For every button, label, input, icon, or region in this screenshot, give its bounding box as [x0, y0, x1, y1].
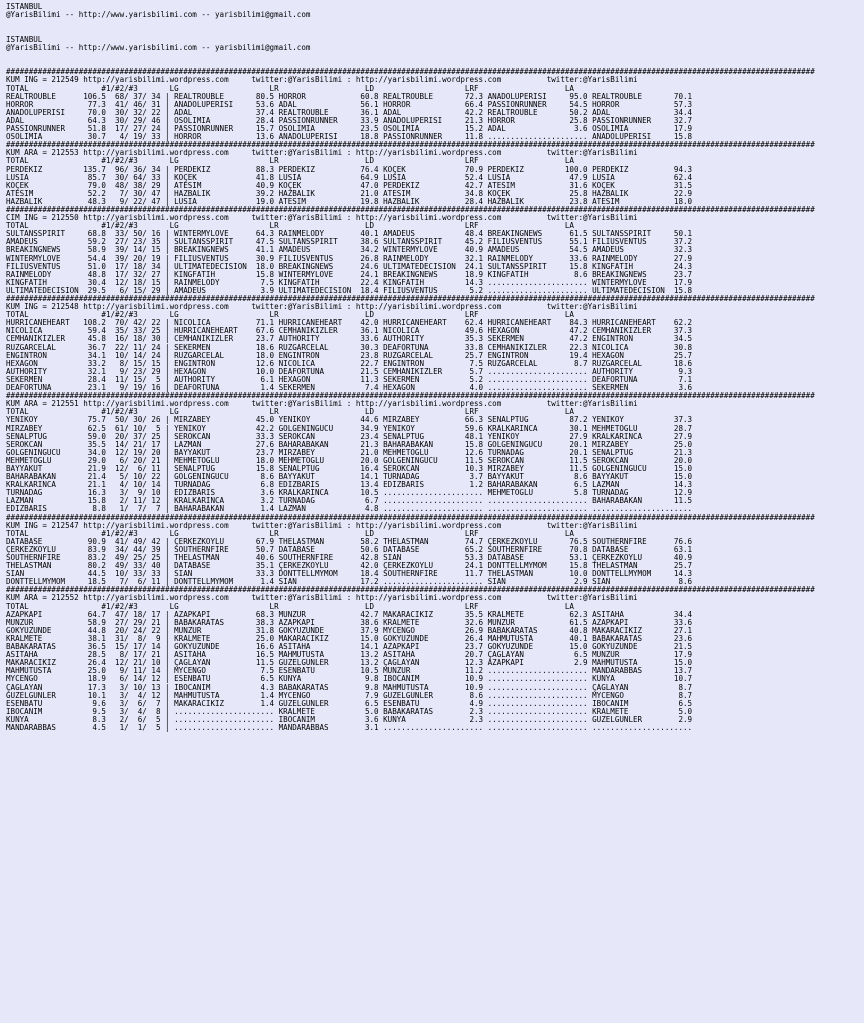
table-row: BABAKARATAS 36.5 15/ 17/ 14 | GÖKYÜZÜNDE 16.6 ASITAHA 14.1 AZAPKAPI 23.7 GÖKYÜZÜNDE 15.0 GÖKYÜZÜNDE 21.5	[6, 643, 693, 652]
table-row: BAHARABAKAN 21.4 5/ 10/ 22 | GÖLGENINGÜCÜ 8.6 BAYYAKUT 14.1 TURNADAG 3.7 BAYYAKUT 8.6 BAYYAKUT 15.0	[6, 473, 693, 482]
table-row: SEKERMEN 28.4 11/ 15/ 5 | AUTHORITY 6.1 HEXAGON 11.3 SEKERMEN 5.2 ...................... DEAFORTUNA 7.1	[6, 375, 693, 384]
race-header: CIM ING = 212550 http://yarisbilimi.wordpress.com twitter:@YarisBilimi : http://yarisbilimi.wordpress.com twitter:@YarisBilimi	[6, 214, 638, 223]
column-header: TOTAL #1/#2/#3 LG LR LD LRF LA	[6, 84, 574, 93]
table-row: HURRICANEHEART 108.2 70/ 42/ 22 | NICOLICA 71.1 HURRICANEHEART 42.0 HURRICANEHEART 62.4 HURRICANEHEART 84.3 HURRICANEHEART 62.2	[6, 319, 693, 328]
race-header: KUM ING = 212547 http://yarisbilimi.wordpress.com twitter:@YarisBilimi : http://yarisbilimi.wordpress.com twitter:@YarisBilimi	[6, 521, 638, 530]
race-header: KUM ARA = 212551 http://yarisbilimi.wordpress.com twitter:@YarisBilimi : http://yarisbilimi.wordpress.com twitter:@YarisBilimi	[6, 400, 638, 409]
table-row: ENGINTRON 34.1 10/ 14/ 24 | RÜZGARCELAL 18.0 ENGINTRON 23.8 RÜZGARCELAL 25.7 ENGINTRON 19.4 HEXAGON 25.7	[6, 351, 693, 360]
race-section-kum-ara-212552	[6, 586, 864, 732]
spacer	[6, 19, 864, 36]
separator-line: ##################################################################################################################################################################################	[6, 205, 815, 214]
table-row: KRALKARINCA 21.1 4/ 10/ 14 | TURNADAG 6.8 EDIZBARIS 13.4 EDIZBARIS 1.2 BAHARABAKAN 6.5 LAZMAN 14.3	[6, 481, 693, 490]
separator-line: ##################################################################################################################################################################################	[6, 68, 815, 77]
table-row: ESENBATU 9.6 3/ 6/ 7 | MAKARACIKIZ 1.4 GÜZELGÜNLER 6.5 ESENBATU 4.9 ...................... IBOCANIM 6.5	[6, 699, 693, 708]
table-row: YENIKÖY 75.7 50/ 30/ 26 | MIRZABEY 45.0 YENIKÖY 44.6 MIRZABEY 66.3 SENALPTUG 87.2 YENIKÖY 37.3	[6, 416, 693, 425]
table-row: MAHMUTUSTA 25.0 9/ 11/ 14 | MYCENGO 7.5 ESENBATU 10.5 MUNZUR 11.2 ...................... MANDARABBAS 13.7	[6, 667, 693, 676]
table-row: ADAL 64.3 30/ 29/ 46 | OSOLIMIA 28.4 PASSIONRUNNER 33.9 ANADOLUPERISI 21.3 HORROR 25.8 PASSIONRUNNER 32.7	[6, 116, 693, 125]
table-row: BREAKINGNEWS 58.9 39/ 14/ 15 | BREAKINGNEWS 41.1 AMADEUS 34.2 WINTERMYLOVE 40.9 AMADEUS 54.5 AMADEUS 32.3	[6, 246, 693, 255]
column-header: TOTAL #1/#2/#3 LG LR LD LRF LA	[6, 311, 574, 320]
table-row: KÖÇEK 79.0 48/ 38/ 29 | ATESIM 40.9 KÖÇEK 47.0 PERDEKIZ 42.7 ATESIM 31.6 KÖÇEK 31.5	[6, 181, 693, 190]
table-row: RÜZGARCELAL 36.7 22/ 11/ 24 | SEKERMEN 18.6 RÜZGARCELAL 30.3 DEAFORTUNA 33.8 CEMHANIKIZLER 22.3 NICOLICA 30.8	[6, 343, 693, 352]
race-header: KUM ARA = 212552 http://yarisbilimi.wordpress.com twitter:@YarisBilimi : http://yarisbilimi.wordpress.com twitter:@YarisBilimi	[6, 594, 638, 603]
table-row: ASITAHA 28.5 8/ 17/ 21 | ASITAHA 16.5 MAHMUTUSTA 13.2 ASITAHA 20.7 ÇAGLAYAN 6.5 MUNZUR 17.9	[6, 651, 693, 660]
separator-line: ##################################################################################################################################################################################	[6, 392, 815, 401]
table-row: KRALMETE 38.1 31/ 8/ 9 | KRALMETE 25.0 MAKARACIKIZ 15.0 GÖKYÜZÜNDE 26.4 MAHMUTUSTA 40.1 BABAKARATAS 23.6	[6, 634, 693, 643]
race-section-kum-ara-212553	[6, 141, 864, 206]
table-row: HEXAGON 33.2 8/ 15/ 15 | ENGINTRON 12.6 NICOLICA 22.7 ENGINTRON 7.5 RÜZGARCELAL 8.7 RÜZGARCELAL 18.6	[6, 359, 693, 368]
table-row: GÜZELGÜNLER 10.1 3/ 4/ 12 | MAHMUTUSTA 1.4 MYCENGO 7.9 GÜZELGÜNLER 8.6 ...................... MYCENGO 8.7	[6, 691, 693, 700]
table-row: WINTERMYLOVE 54.4 39/ 20/ 19 | FILIUSVENTUS 30.9 FILIUSVENTUS 26.8 RAINMELODY 32.1 RAINMELODY 33.6 RAINMELODY 27.9	[6, 254, 693, 263]
table-row: MUNZUR 58.9 27/ 29/ 21 | BABAKARATAS 38.3 AZAPKAPI 38.6 KRALMETE 32.6 MUNZUR 61.5 AZAPKAPI 33.6	[6, 618, 693, 627]
separator-line: ##################################################################################################################################################################################	[6, 513, 815, 522]
race-section-kum-ara-212551	[6, 392, 864, 513]
column-header: TOTAL #1/#2/#3 LG LR LD LRF LA	[6, 408, 574, 417]
header-city: ISTANBUL	[6, 36, 43, 45]
table-row: SOUTHERNFIRE 83.2 49/ 25/ 25 | THELASTMAN 40.6 SOUTHERNFIRE 42.8 SIAN 53.3 DATABASE 53.1 ÇERKEZKÖYLÜ 40.9	[6, 554, 693, 562]
table-row: ULTIMATEDECISION 29.5 6/ 15/ 29 | AMADEUS 3.9 ULTIMATEDECISION 18.4 FILIUSVENTUS 5.2 ...................... ULTIMATEDECISION 15.8	[6, 286, 693, 295]
table-row: AZAPKAPI 64.7 47/ 18/ 17 | AZAPKAPI 68.3 MUNZUR 42.7 MAKARACIKIZ 35.5 KRALMETE 62.3 ASITAHA 34.4	[6, 610, 693, 619]
table-row: FILIUSVENTUS 51.0 17/ 18/ 34 | ULTIMATEDECISION 18.0 BREAKINGNEWS 24.6 ULTIMATEDECISION 24.1 SULTANSSPIRIT 15.8 KINGFATIH 24.3	[6, 262, 693, 271]
table-row: MAKARACIKIZ 26.4 12/ 21/ 10 | ÇAGLAYAN 11.5 GÜZELGÜNLER 13.2 ÇAGLAYAN 12.3 AZAPKAPI 2.9 MAHMUTUSTA 15.0	[6, 659, 693, 668]
header-contact: @YarisBilimi -- http://www.yarisbilimi.com -- yarisbilimi@gmail.com	[6, 11, 311, 20]
table-row: ATESIM 52.2 7/ 30/ 47 | HAZBALIK 39.2 HAZBALIK 21.0 ATESIM 34.8 KÖÇEK 25.8 HAZBALIK 22.9	[6, 189, 693, 198]
table-row: AMADEUS 59.2 27/ 23/ 35 | SULTANSSPIRIT 47.5 SULTANSSPIRIT 38.6 SULTANSSPIRIT 45.2 FILIUSVENTUS 55.1 FILIUSVENTUS 37.2	[6, 238, 693, 247]
table-row: IBOCANIM 9.5 3/ 4/ 8 | ...................... KRALMETE 5.0 BABAKARATAS 2.3 ...................... KRALMETE 5.0	[6, 707, 693, 716]
separator-line: ##################################################################################################################################################################################	[6, 141, 815, 150]
table-row: ÇERKEZKÖYLÜ 83.9 34/ 44/ 39 | SOUTHERNFIRE 50.7 DATABASE 50.6 DATABASE 65.2 SOUTHERNFIRE 70.8 DATABASE 63.1	[6, 545, 693, 554]
table-row: EDIZBARIS 8.8 1/ 7/ 7 | BAHARABAKAN 1.4 LAZMAN 4.8 ...................... ...................... ......................	[6, 505, 693, 514]
table-row: NICOLICA 59.4 35/ 33/ 25 | HURRICANEHEART 67.6 CEMHANIKIZLER 36.1 NICOLICA 49.6 HEXAGON 47.2 CEMHANIKIZLER 37.3	[6, 327, 693, 336]
table-row: CEMHANIKIZLER 45.8 16/ 18/ 30 | CEMHANIKIZLER 23.7 AUTHORITY 33.6 AUTHORITY 35.3 SEKERMEN 47.2 ENGINTRON 34.5	[6, 335, 693, 344]
table-row: MANDARABBAS 4.5 1/ 1/ 5 | ...................... MANDARABBAS 3.1 ...................... ...................... ......................	[6, 723, 693, 732]
table-row: DEAFORTUNA 23.1 9/ 19/ 16 | DEAFORTUNA 1.4 SEKERMEN 7.4 HEXAGON 4.0 ...................... SEKERMEN 3.6	[6, 384, 693, 393]
race-sections	[6, 68, 864, 732]
table-row: SIAN 44.5 10/ 33/ 33 | SIAN 33.3 DONTTELLMYMOM 18.4 SOUTHERNFIRE 11.7 THELASTMAN 10.0 DONTTELLMYMOM 14.3	[6, 570, 693, 579]
column-header: TOTAL #1/#2/#3 LG LR LD LRF LA	[6, 602, 574, 611]
spacer	[6, 52, 864, 68]
race-header: KUM ING = 212549 http://yarisbilimi.wordpress.com twitter:@YarisBilimi : http://yarisbilimi.wordpress.com twitter:@YarisBilimi	[6, 76, 638, 85]
column-header: TOTAL #1/#2/#3 LG LR LD LRF LA	[6, 529, 574, 538]
table-row: RAINMELODY 48.8 17/ 32/ 27 | KINGFATIH 15.8 WINTERMYLOVE 24.1 BREAKINGNEWS 18.9 KINGFATIH 8.6 BREAKINGNEWS 23.7	[6, 270, 693, 279]
table-row: KUNYA 8.3 2/ 6/ 5 | ...................... IBOCANIM 3.6 KUNYA 2.3 ...................... GÜZELGÜNLER 2.9	[6, 715, 693, 724]
table-row: THELASTMAN 80.2 49/ 33/ 40 | DATABASE 35.1 ÇERKEZKÖYLÜ 42.0 ÇERKEZKÖYLÜ 24.1 DONTTELLMYMOM 15.8 THELASTMAN 25.7	[6, 562, 693, 571]
table-row: KINGFATIH 30.4 12/ 18/ 15 | RAINMELODY 7.5 KINGFATIH 22.4 KINGFATIH 14.3 ...................... WINTERMYLOVE 17.9	[6, 278, 693, 287]
table-row: PERDEKIZ 135.7 96/ 36/ 34 | PERDEKIZ 88.3 PERDEKIZ 76.4 KÖÇEK 70.9 PERDEKIZ 100.0 PERDEKIZ 94.3	[6, 165, 693, 174]
table-row: MYCENGO 18.9 6/ 14/ 12 | ESENBATU 6.5 KUNYA 9.8 IBOCANIM 10.9 ...................... KUNYA 10.7	[6, 675, 693, 684]
table-row: SULTANSSPIRIT 68.8 33/ 50/ 16 | WINTERMYLOVE 64.3 RAINMELODY 40.1 AMADEUS 48.4 BREAKINGNEWS 61.5 SULTANSSPIRIT 50.1	[6, 230, 693, 239]
header-contact: @YarisBilimi -- http://www.yarisbilimi.com -- yarisbilimi@gmail.com	[6, 44, 311, 53]
race-section-cim-ing-212550	[6, 206, 864, 295]
separator-line: ##################################################################################################################################################################################	[6, 295, 815, 303]
column-header: TOTAL #1/#2/#3 LG LR LD LRF LA	[6, 222, 574, 231]
race-header: KUM ING = 212548 http://yarisbilimi.wordpress.com twitter:@YarisBilimi : http://yarisbilimi.wordpress.com twitter:@YarisBilimi	[6, 303, 638, 312]
table-row: GÖKYÜZÜNDE 44.8 20/ 24/ 22 | MUNZUR 31.8 GÖKYÜZÜNDE 37.9 MYCENGO 26.9 BABAKARATAS 40.8 MAKARACIKIZ 27.1	[6, 626, 693, 635]
table-row: OSOLIMIA 30.7 4/ 19/ 33 | HORROR 13.6 ANADOLUPERISI 18.8 PASSIONRUNNER 11.8 ...................... ANADOLUPERISI 15.8	[6, 133, 693, 142]
race-section-kum-ing-212547	[6, 514, 864, 587]
table-row: REALTROUBLE 106.5 68/ 37/ 34 | REALTROUBLE 80.5 HORROR 60.8 REALTROUBLE 72.3 ANADOLUPERISI 95.0 REALTROUBLE 70.1	[6, 92, 693, 101]
table-row: SEROKCAN 35.5 14/ 21/ 17 | LAZMAN 27.6 BAHARABAKAN 21.3 BAHARABAKAN 15.8 GÖLGENINGÜCÜ 20.1 MIRZABEY 25.0	[6, 440, 693, 449]
table-row: ANADOLUPERISI 70.0 30/ 32/ 22 | ADAL 37.4 REALTROUBLE 36.1 ADAL 42.2 REALTROUBLE 50.2 ADAL 34.4	[6, 108, 693, 117]
race-header: KUM ARA = 212553 http://yarisbilimi.wordpress.com twitter:@YarisBilimi : http://yarisbilimi.wordpress.com twitter:@YarisBilimi	[6, 149, 638, 158]
race-section-kum-ing-212549	[6, 68, 864, 141]
table-row: HAZBALIK 48.3 9/ 22/ 47 | LUSIA 19.0 ATESIM 19.8 HAZBALIK 28.4 HAZBALIK 23.8 ATESIM 18.0	[6, 197, 693, 206]
table-row: TURNADAG 16.3 3/ 9/ 10 | EDIZBARIS 3.6 KRALKARINCA 10.5 ...................... MEHMETOGLU 5.8 TURNADAG 12.9	[6, 489, 693, 498]
header-city: ISTANBUL	[6, 3, 43, 11]
table-row: SENALPTUG 59.0 20/ 37/ 25 | SEROKCAN 33.3 SEROKCAN 23.4 SENALPTUG 48.1 YENIKÖY 27.9 KRALKARINCA 27.9	[6, 432, 693, 441]
race-section-kum-ing-212548	[6, 295, 864, 392]
table-row: LAZMAN 15.8 2/ 11/ 12 | KRALKARINCA 3.2 TURNADAG 6.7 ...................... ...................... BAHARABAKAN 11.5	[6, 497, 693, 506]
table-row: LUSIA 85.7 30/ 64/ 33 | KÖÇEK 41.8 LUSIA 64.9 LUSIA 52.4 LUSIA 47.9 LUSIA 62.4	[6, 173, 693, 182]
table-row: MIRZABEY 62.5 61/ 10/ 5 | YENIKÖY 42.2 GÖLGENINGÜCÜ 34.9 YENIKÖY 59.6 KRALKARINCA 30.1 MEHMETOGLU 28.7	[6, 424, 693, 433]
table-row: DATABASE 90.9 41/ 49/ 42 | ÇERKEZKÖYLÜ 67.9 THELASTMAN 58.2 THELASTMAN 74.7 ÇERKEZKÖYLÜ 76.5 SOUTHERNFIRE 76.6	[6, 537, 693, 546]
table-row: BAYYAKUT 21.9 12/ 6/ 11 | SENALPTUG 15.8 SENALPTUG 16.4 SEROKCAN 10.3 MIRZABEY 11.5 GÖLGENINGÜCÜ 15.0	[6, 464, 693, 473]
table-row: GÖLGENINGÜCÜ 34.0 12/ 19/ 20 | BAYYAKUT 23.7 MIRZABEY 21.0 MEHMETOGLU 12.6 TURNADAG 20.1 SENALPTUG 21.3	[6, 448, 693, 457]
column-header: TOTAL #1/#2/#3 LG LR LD LRF LA	[6, 157, 574, 166]
table-row: AUTHORITY 32.1 9/ 23/ 29 | HEXAGON 10.0 DEAFORTUNA 21.5 CEMHANIKIZLER 5.7 ...................... AUTHORITY 9.3	[6, 367, 693, 376]
separator-line: ##################################################################################################################################################################################	[6, 586, 815, 595]
table-row: HORROR 77.3 41/ 46/ 31 | ANADOLUPERISI 53.6 ADAL 56.1 HORROR 66.4 PASSIONRUNNER 54.5 HORROR 57.3	[6, 100, 693, 109]
table-row: MEHMETOGLU 29.0 6/ 20/ 21 | MEHMETOGLU 18.0 MEHMETOGLU 20.0 GÖLGENINGÜCÜ 11.5 SEROKCAN 11.5 SEROKCAN 20.0	[6, 456, 693, 465]
table-row: PASSIONRUNNER 51.8 17/ 27/ 24 | PASSIONRUNNER 15.7 OSOLIMIA 23.5 OSOLIMIA 15.2 ADAL 3.6 OSOLIMIA 17.9	[6, 125, 693, 134]
table-row: DONTTELLMYMOM 18.5 7/ 6/ 11 | DONTTELLMYMOM 1.4 SIAN 17.2 ...................... SIAN 2.9 SIAN 8.6	[6, 578, 693, 587]
table-row: ÇAGLAYAN 17.3 3/ 10/ 13 | IBOCANIM 4.3 BABAKARATAS 9.8 MAHMUTUSTA 10.9 ...................... ÇAGLAYAN 8.7	[6, 683, 693, 692]
